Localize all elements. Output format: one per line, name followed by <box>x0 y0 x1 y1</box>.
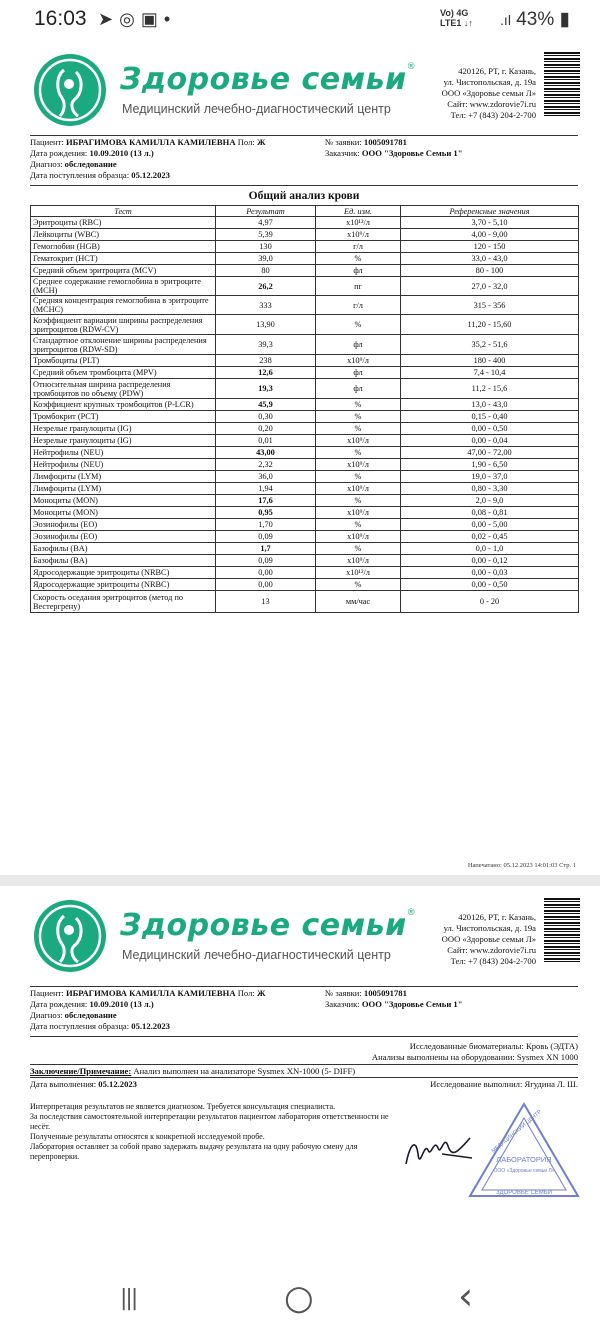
table-row <box>31 519 579 531</box>
test-result: 45,9 <box>216 399 316 411</box>
signal-icon: .ıl <box>500 12 511 28</box>
back-button[interactable]: ‹ <box>458 1274 474 1318</box>
network-indicator <box>440 8 473 28</box>
test-unit: % <box>316 411 401 423</box>
test-unit: % <box>316 447 401 459</box>
test-name: Среднее содержание гемоглобина в эритроците (MCH) <box>31 277 216 296</box>
test-result: 2,32 <box>216 459 316 471</box>
test-result: 12,6 <box>216 367 316 379</box>
status-bar <box>0 0 600 40</box>
printed-footer: Напечатано: 05.12.2023 14:01:03 Стр. 1 <box>467 862 576 869</box>
test-reference: 0,0 - 1,0 <box>401 543 579 555</box>
test-unit: % <box>316 399 401 411</box>
table-row <box>31 579 579 591</box>
test-unit: x10⁹/л <box>316 459 401 471</box>
test-unit: % <box>316 253 401 265</box>
test-result: 1,70 <box>216 519 316 531</box>
lab-stamp-icon <box>466 1100 582 1200</box>
test-result: 17,6 <box>216 495 316 507</box>
test-unit: x10⁹/л <box>316 531 401 543</box>
test-reference: 2,0 - 9,0 <box>401 495 579 507</box>
test-name: Гемоглобин (HGB) <box>31 241 216 253</box>
divider <box>30 986 578 987</box>
test-unit: % <box>316 519 401 531</box>
test-reference: 0,00 - 0,12 <box>401 555 579 567</box>
divider <box>30 1064 578 1065</box>
stamp-bottom: ЗДОРОВЬЕ СЕМЬИ <box>495 1190 553 1196</box>
test-unit: фл <box>316 367 401 379</box>
test-name: Средняя концентрация гемоглобина в эритроците (MCHC) <box>31 296 216 315</box>
network-line-1: Vo) 4G <box>440 8 469 18</box>
divider <box>30 1077 578 1078</box>
status-time: 16:03 <box>34 7 87 30</box>
barcode-icon <box>544 898 580 964</box>
table-row <box>31 543 579 555</box>
test-unit: x10⁹/л <box>316 229 401 241</box>
test-result: 80 <box>216 265 316 277</box>
test-unit: x10⁹/л <box>316 507 401 519</box>
test-result: 0,95 <box>216 507 316 519</box>
conclusion: Заключение/Примечание: Анализ выполнен на анализаторе Sysmex XN-1000 (5- DIFF) <box>30 1066 356 1076</box>
test-unit: x10¹²/л <box>316 217 401 229</box>
test-name: Гематокрит (HCT) <box>31 253 216 265</box>
test-unit: x10⁹/л <box>316 483 401 495</box>
table-row <box>31 253 579 265</box>
order-info: № заявки: 1005091781 Заказчик: ООО "Здоровье Семьи 1" <box>325 988 463 1009</box>
test-name: Эозинофилы (EO) <box>31 519 216 531</box>
test-name: Лимфоциты (LYM) <box>31 483 216 495</box>
test-unit: % <box>316 423 401 435</box>
order-info: № заявки: 1005091781 Заказчик: ООО "Здоровье Семьи 1" <box>325 137 463 158</box>
test-name: Ядросодержащие эритроциты (NRBC) <box>31 567 216 579</box>
test-reference: 1,90 - 6,50 <box>401 459 579 471</box>
table-row <box>31 459 579 471</box>
test-name: Эритроциты (RBC) <box>31 217 216 229</box>
test-result: 238 <box>216 355 316 367</box>
test-result: 4,97 <box>216 217 316 229</box>
table-row <box>31 471 579 483</box>
test-name: Базофилы (BA) <box>31 543 216 555</box>
clinic-address: 420126, РТ, г. Казань, ул. Чистопольская, д. 19а ООО «Здоровье семьи Л» Сайт: www.zdorovie7i.ru Тел: +7 (843) 204-2-700 <box>441 912 536 966</box>
test-reference: 0,00 - 0,03 <box>401 567 579 579</box>
test-unit: % <box>316 579 401 591</box>
test-result: 0,30 <box>216 411 316 423</box>
test-unit: фл <box>316 265 401 277</box>
test-reference: 0,08 - 0,81 <box>401 507 579 519</box>
clinic-brand-name: Здоровье семьи® <box>120 908 417 943</box>
table-row <box>31 379 579 399</box>
col-test: Тест <box>31 206 216 217</box>
clinic-address: 420126, РТ, г. Казань, ул. Чистопольская, д. 19а ООО «Здоровье семьи Л» Сайт: www.zdorovie7i.ru Тел: +7 (843) 204-2-700 <box>441 66 536 120</box>
test-result: 0,00 <box>216 567 316 579</box>
stamp-org: ООО «Здоровье семьи Л» <box>493 1168 555 1174</box>
test-reference: 11,20 - 15,60 <box>401 315 579 335</box>
test-result: 1,94 <box>216 483 316 495</box>
test-unit: x10⁹/л <box>316 555 401 567</box>
table-row <box>31 399 579 411</box>
test-result: 43,00 <box>216 447 316 459</box>
disclaimer-notes: Интерпретация результатов не является диагнозом. Требуется консультация специалиста. За последствия самостоятельной интерпретации результатов пациентом лаборатория ответственности не несёт. Полученные результаты относятся к конкретной исследуемой пробе. Лаборатория оставляет за собой право задержать выдачу результата на одну рабочую смену для перепроверки. <box>30 1102 389 1161</box>
table-row <box>31 296 579 315</box>
test-unit: фл <box>316 379 401 399</box>
table-row <box>31 335 579 355</box>
col-unit: Ед. изм. <box>316 206 401 217</box>
test-reference: 180 - 400 <box>401 355 579 367</box>
test-result: 19,3 <box>216 379 316 399</box>
test-name: Базофилы (BA) <box>31 555 216 567</box>
report-page-2 <box>0 886 600 1266</box>
col-result: Результат <box>216 206 316 217</box>
test-reference: 0,00 - 5,00 <box>401 519 579 531</box>
test-result: 0,20 <box>216 423 316 435</box>
test-result: 1,7 <box>216 543 316 555</box>
test-result: 130 <box>216 241 316 253</box>
test-result: 13 <box>216 591 316 613</box>
android-nav-bar <box>0 1266 600 1337</box>
table-row <box>31 495 579 507</box>
telegram-icon: ➤ <box>98 9 120 29</box>
test-name: Скорость оседания эритроцитов (метод по Вестергрену) <box>31 591 216 613</box>
test-name: Средний объем эритроцита (MCV) <box>31 265 216 277</box>
test-name: Лимфоциты (LYM) <box>31 471 216 483</box>
results-table <box>30 205 579 613</box>
test-reference: 47,00 - 72,00 <box>401 447 579 459</box>
table-row <box>31 265 579 277</box>
divider <box>30 1036 578 1037</box>
gallery-icon: ▣ <box>140 9 164 29</box>
test-reference: 80 - 100 <box>401 265 579 277</box>
test-reference: 0,80 - 3,30 <box>401 483 579 495</box>
test-reference: 33,0 - 43,0 <box>401 253 579 265</box>
test-result: 0,01 <box>216 435 316 447</box>
performer: Исследование выполнил: Ягудина Л. Ш. <box>430 1079 578 1089</box>
test-name: Нейтрофилы (NEU) <box>31 459 216 471</box>
table-row <box>31 591 579 613</box>
report-title: Общий анализ крови <box>248 190 360 202</box>
col-ref: Референсные значения <box>401 206 579 217</box>
test-name: Коэффициент вариации ширины распределения эритроцитов (RDW-CV) <box>31 315 216 335</box>
table-row <box>31 507 579 519</box>
table-header <box>31 206 579 217</box>
test-name: Моноциты (MON) <box>31 495 216 507</box>
table-row <box>31 315 579 335</box>
test-unit: x10⁹/л <box>316 435 401 447</box>
table-row <box>31 355 579 367</box>
test-reference: 13,0 - 43,0 <box>401 399 579 411</box>
clinic-logo-icon <box>34 900 106 972</box>
test-reference: 35,2 - 51,6 <box>401 335 579 355</box>
test-reference: 0,00 - 0,50 <box>401 423 579 435</box>
test-reference: 4,00 - 9,00 <box>401 229 579 241</box>
barcode-icon <box>544 52 580 118</box>
test-reference: 0,02 - 0,45 <box>401 531 579 543</box>
table-row <box>31 531 579 543</box>
test-reference: 0 - 20 <box>401 591 579 613</box>
biomaterial-info: Исследованные биоматериалы: Кровь (ЭДТА) Анализы выполнены на оборудовании: Sysmex XN 1000 <box>371 1041 578 1062</box>
test-result: 0,00 <box>216 579 316 591</box>
test-name: Тромбокрит (PCT) <box>31 411 216 423</box>
test-unit: пг <box>316 277 401 296</box>
clinic-subtitle: Медицинский лечебно-диагностический центр <box>122 948 391 962</box>
table-row <box>31 483 579 495</box>
test-result: 5,39 <box>216 229 316 241</box>
table-row <box>31 229 579 241</box>
test-reference: 3,70 - 5,10 <box>401 217 579 229</box>
test-unit: % <box>316 471 401 483</box>
test-name: Лейкоциты (WBC) <box>31 229 216 241</box>
table-row <box>31 435 579 447</box>
report-page-1 <box>0 40 600 875</box>
test-result: 39,3 <box>216 335 316 355</box>
test-reference: 0,15 - 0,40 <box>401 411 579 423</box>
patient-info: Пациент: ИБРАГИМОВА КАМИЛЛА КАМИЛЕВНА Пол: Ж Дата рождения: 10.09.2010 (13 л.) Диагноз: обследование Дата поступления образца: 05.12.2023 <box>30 988 266 1031</box>
test-name: Средний объем тромбоцита (MPV) <box>31 367 216 379</box>
battery-percent: 43% <box>516 9 555 30</box>
divider <box>30 185 578 186</box>
clinic-logo-icon <box>34 54 106 126</box>
table-row <box>31 241 579 253</box>
test-unit: x10⁹/л <box>316 355 401 367</box>
done-date: Дата выполнения: 05.12.2023 <box>30 1079 137 1089</box>
table-row <box>31 555 579 567</box>
test-unit: % <box>316 315 401 335</box>
test-reference: 120 - 150 <box>401 241 579 253</box>
table-row <box>31 567 579 579</box>
test-unit: % <box>316 495 401 507</box>
table-row <box>31 367 579 379</box>
instagram-icon: ◎ <box>119 9 141 29</box>
table-row <box>31 447 579 459</box>
stamp-top: МЕДИЦИНСКИЙ ЦЕНТР <box>490 1109 543 1155</box>
test-name: Ядросодержащие эритроциты (NRBC) <box>31 579 216 591</box>
test-name: Незрелые гранулоциты (IG) <box>31 435 216 447</box>
network-line-2: LTE1 ↓↑ <box>440 18 473 28</box>
test-reference: 19,0 - 37,0 <box>401 471 579 483</box>
clinic-brand-name: Здоровье семьи® <box>120 62 417 97</box>
test-reference: 315 - 356 <box>401 296 579 315</box>
dot-icon: • <box>163 9 177 29</box>
test-name: Незрелые гранулоциты (IG) <box>31 423 216 435</box>
test-unit: мм/час <box>316 591 401 613</box>
test-unit: г/л <box>316 296 401 315</box>
test-unit: % <box>316 543 401 555</box>
test-name: Коэффициент крупных тромбоцитов (P-LCR) <box>31 399 216 411</box>
test-reference: 0,00 - 0,04 <box>401 435 579 447</box>
test-reference: 7,4 - 10,4 <box>401 367 579 379</box>
test-name: Относительная ширина распределения тромбоцитов по объему (PDW) <box>31 379 216 399</box>
test-name: Тромбоциты (PLT) <box>31 355 216 367</box>
test-unit: фл <box>316 335 401 355</box>
patient-info: Пациент: ИБРАГИМОВА КАМИЛЛА КАМИЛЕВНА Пол: Ж Дата рождения: 10.09.2010 (13 л.) Диагноз: обследование Дата поступления образца: 05.12.2023 <box>30 137 266 180</box>
table-row <box>31 217 579 229</box>
status-right <box>500 8 570 31</box>
test-result: 26,2 <box>216 277 316 296</box>
page-separator <box>0 875 600 886</box>
clinic-subtitle: Медицинский лечебно-диагностический центр <box>122 102 391 116</box>
test-name: Эозинофилы (EO) <box>31 531 216 543</box>
battery-icon: ▮ <box>559 9 570 30</box>
test-result: 0,09 <box>216 555 316 567</box>
notification-icons <box>98 9 176 30</box>
test-name: Моноциты (MON) <box>31 507 216 519</box>
test-result: 36,0 <box>216 471 316 483</box>
table-row <box>31 277 579 296</box>
table-row <box>31 423 579 435</box>
test-reference: 27,0 - 32,0 <box>401 277 579 296</box>
test-result: 333 <box>216 296 316 315</box>
test-result: 0,09 <box>216 531 316 543</box>
recent-apps-button[interactable]: ||| <box>120 1286 137 1311</box>
test-reference: 11,2 - 15,6 <box>401 379 579 399</box>
stamp-title: ЛАБОРАТОРИЯ <box>496 1155 552 1164</box>
test-result: 13,90 <box>216 315 316 335</box>
test-reference: 0,00 - 0,50 <box>401 579 579 591</box>
divider <box>30 135 578 136</box>
table-row <box>31 411 579 423</box>
home-button[interactable]: ○ <box>284 1278 314 1318</box>
test-unit: г/л <box>316 241 401 253</box>
test-name: Нейтрофилы (NEU) <box>31 447 216 459</box>
test-result: 39,0 <box>216 253 316 265</box>
test-unit: x10¹²/л <box>316 567 401 579</box>
test-name: Стандартное отклонение ширины распределения эритроцитов (RDW-SD) <box>31 335 216 355</box>
